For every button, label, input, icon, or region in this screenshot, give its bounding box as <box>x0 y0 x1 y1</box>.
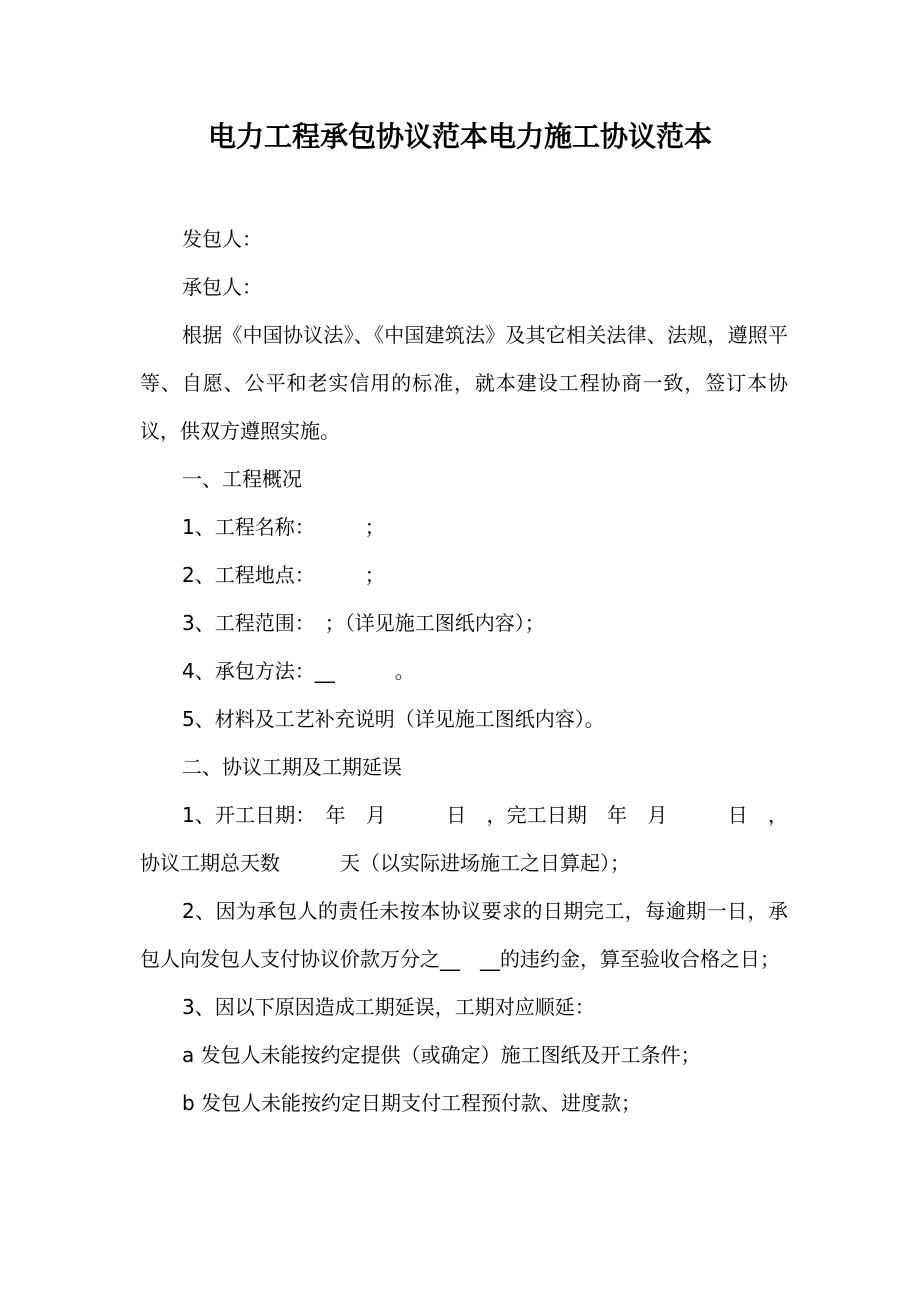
paragraph-employer: 发包人： <box>182 227 262 251</box>
paragraph-delay-penalty: 2、因为承包人的责任未按本协议要求的日期完工，每逾期一日，承包人向发包人支付协议价款万分之__ __的违约金，算至验收合格之日； <box>140 899 788 971</box>
paragraph-materials: 5、材料及工艺补充说明（详见施工图纸内容）。 <box>182 707 605 731</box>
paragraph-contract-method: 4、承包方法：__ 。 <box>182 659 415 683</box>
paragraph-delay-causes: 3、因以下原因造成工期延误，工期对应顺延： <box>182 995 595 1019</box>
paragraph-contractor: 承包人： <box>182 275 262 299</box>
section-heading-overview: 一、工程概况 <box>182 467 302 491</box>
document-title: 电力工程承包协议范本电力施工协议范本 <box>207 120 712 153</box>
paragraph-project-location: 2、工程地点： ； <box>182 563 385 587</box>
paragraph-start-finish-dates: 1、开工日期： 年 月 日 ，完工日期 年 月 日 ，协议工期总天数 天（以实际进场施工之日算起）； <box>140 803 788 875</box>
document-body <box>140 215 788 1127</box>
section-heading-schedule: 二、协议工期及工期延误 <box>182 755 402 779</box>
paragraph-cause-a: a 发包人未能按约定提供（或确定）施工图纸及开工条件； <box>182 1043 701 1067</box>
paragraph-cause-b: b 发包人未能按约定日期支付工程预付款、进度款； <box>182 1091 642 1115</box>
paragraph-project-scope: 3、工程范围： ；（详见施工图纸内容）； <box>182 611 545 635</box>
paragraph-preamble: 根据《中国协议法》、《中国建筑法》及其它相关法律、法规，遵照平等、自愿、公平和老实信用的标准，就本建设工程协商一致，签订本协议，供双方遵照实施。 <box>140 323 788 443</box>
paragraph-project-name: 1、工程名称： ； <box>182 515 385 539</box>
